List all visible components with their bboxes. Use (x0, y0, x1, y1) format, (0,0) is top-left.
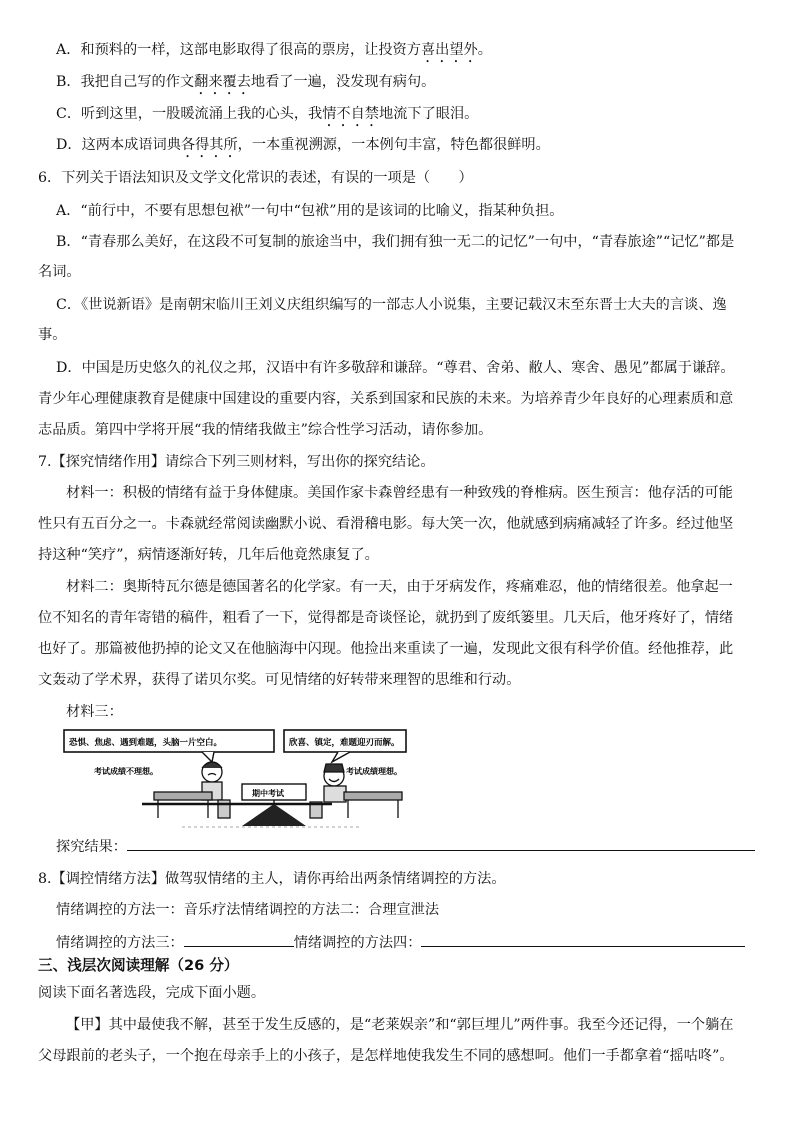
q8-given-methods: 情绪调控的方法一：音乐疗法情绪调控的方法二：合理宣泄法 (56, 902, 440, 918)
q7-material1-line2: 性只有五百分之一。卡森就经常阅读幽默小说、看滑稽电影。每大笑一次，他就感到病痛减轻了许多。经过他坚 (38, 516, 734, 532)
q8-answer-row (56, 931, 758, 953)
q8-method3-label: 情绪调控的方法三： (56, 935, 184, 951)
q5-option-c-idiom: 情不自禁 (322, 106, 379, 122)
q5-option-a-idiom: 喜出望外 (420, 42, 478, 58)
section3-passage-jia-line1: 【甲】其中最使我不解，甚至于发生反感的，是“老莱娱亲”和“郭巨埋儿”两件事。我至今还记得，一个躺在 (66, 1017, 734, 1033)
section3-title: 三、浅层次阅读理解（26 分） (38, 957, 239, 974)
q8-method4-blank[interactable] (421, 931, 745, 947)
speech-bubble-left-text: 恐惧、焦虑、遇到难题，头脑一片空白。 (69, 738, 223, 748)
q5-option-a (56, 40, 776, 66)
q5-option-d-idiom: 各得其所 (180, 137, 238, 153)
q7-stem: 7.【探究情绪作用】请综合下列三则材料，写出你的探究结论。 (38, 454, 435, 470)
q7-material2-line3: 也好了。那篇被他扔掉的论文又在他脑海中闪现。他捡出来重读了一遍，发现此文很有科学价值。经他推荐，此 (38, 641, 734, 657)
q5-option-b (56, 72, 776, 98)
q6-option-d: D．中国是历史悠久的礼仪之邦，汉语中有许多敬辞和谦辞。“尊君、舍弟、敝人、寒舍、愚见”都属于谦辞。 (56, 360, 735, 376)
caption-right: 考试成绩理想。 (346, 767, 402, 776)
q5-option-c-text: C．听到这里，一股暖流涌上我的心头，我 (56, 106, 323, 122)
q8-method4-label: 情绪调控的方法四： (293, 935, 422, 951)
material3-cartoon-image (62, 726, 408, 830)
section3-passage-jia-line2: 父母跟前的老头子，一个抱在母亲手上的小孩子，是怎样地使我发生不同的感想呵。他们一手都拿着“摇咕咚”。 (38, 1048, 734, 1064)
section3-instruction: 阅读下面名著选段，完成下面小题。 (38, 985, 266, 1001)
q6-option-c-line1: C．《世说新语》是南朝宋临川王刘义庆组织编写的一部志人小说集，主要记载汉末至东晋士大夫的言谈、逸 (56, 297, 727, 313)
q8-stem: 8.【调控情绪方法】做驾驭情绪的主人，请你再给出两条情绪调控的方法。 (38, 871, 506, 887)
q5-option-c-end: 地流下了眼泪。 (379, 106, 479, 122)
q7-result-label: 探究结果： (56, 839, 127, 855)
speech-bubble-right-text: 欣喜、镇定，难题迎刃而解。 (289, 738, 400, 748)
q7-material2-line1: 材料二：奥斯特瓦尔德是德国著名的化学家。有一天，由于牙病发作，疼痛难忍，他的情绪很差。他拿起一 (66, 579, 733, 595)
q7-result-answer-blank[interactable] (127, 835, 755, 851)
q5-option-d-text: D．这两本成语词典 (56, 137, 181, 153)
q7-material2-line4: 文轰动了学术界，获得了诺贝尔奖。可见情绪的好转带来理智的思维和行动。 (38, 672, 521, 688)
q6-option-a: A．“前行中，不要有思想包袱”一句中“包袱”用的是该词的比喻义，指某种负担。 (56, 203, 564, 219)
q5-option-d-end: ，一本重视溯源，一本例句丰富，特色都很鲜明。 (237, 137, 550, 153)
q5-option-d (56, 135, 776, 161)
seesaw-fulcrum (242, 804, 306, 826)
q7-result-row (56, 835, 758, 857)
q5-option-b-idiom: 翻来覆去 (194, 74, 251, 90)
exam-board-label: 期中考试 (252, 789, 284, 798)
q5-option-b-text: B．我把自己写的作文 (56, 74, 195, 90)
q5-option-a-text: A．和预料的一样，这部电影取得了很高的票房，让投资方 (56, 42, 421, 58)
sad-student-figure (154, 762, 230, 818)
q5-option-a-end: 。 (477, 42, 492, 58)
q7-material1-line1: 材料一：积极的情绪有益于身体健康。美国作家卡森曾经患有一种致残的脊椎病。医生预言：他存活的可能 (66, 485, 733, 501)
caption-left: 考试成绩不理想。 (94, 767, 158, 776)
q5-option-b-end: 地看了一遍，没发现有病句。 (250, 74, 436, 90)
q6-option-b-line1: B．“青春那么美好，在这段不可复制的旅途当中，我们拥有独一无二的记忆”一句中，“青春旅途”“记忆”都是 (56, 234, 735, 250)
q7-material1-line3: 持这种“笑疗”，病情逐渐好转，几年后他竟然康复了。 (38, 547, 379, 563)
q6-stem: 6．下列关于语法知识及文学文化常识的表述，有误的一项是（ ） (38, 170, 473, 186)
activity-intro-line2: 志品质。第四中学将开展“我的情绪我做主”综合性学习活动，请你参加。 (38, 422, 493, 438)
q7-material2-line2: 位不知名的青年寄错的稿件，粗看了一下，觉得都是奇谈怪论，就扔到了废纸篓里。几天后，他牙疼好了，情绪 (38, 610, 734, 626)
q7-material3-label: 材料三： (66, 704, 123, 720)
activity-intro-line1: 青少年心理健康教育是健康中国建设的重要内容，关系到国家和民族的未来。为培养青少年良好的心理素质和意 (38, 391, 734, 407)
q6-option-c-line2: 事。 (38, 327, 67, 343)
q6-option-b-line2: 名词。 (38, 264, 81, 280)
q5-option-c (56, 104, 776, 130)
q8-method3-blank[interactable] (184, 931, 294, 947)
